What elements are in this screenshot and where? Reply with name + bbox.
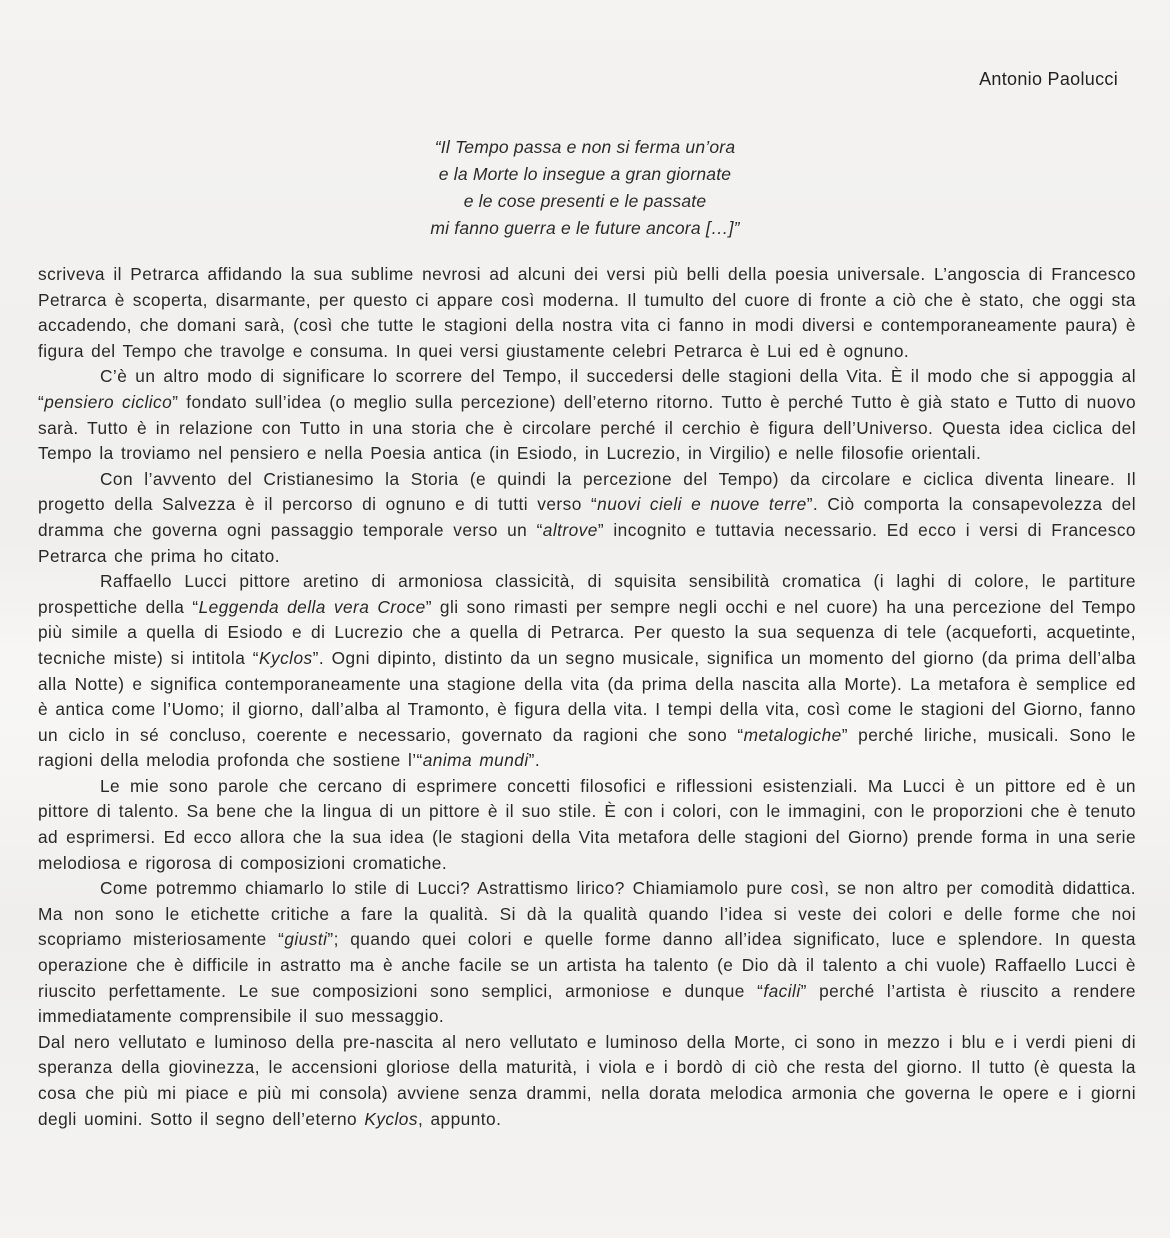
- text-run: Come potremmo chiamarlo lo stile di Lucci? Astrattismo lirico? Chiamiamolo pure così, se non altro per comodità didattica. Ma non sono le etichette critiche a fare la qualità. Si dà la qualità quando l’idea si veste dei colori e delle forme che noi scopriamo misteriosamente “: [38, 878, 1136, 950]
- text-run: Raffaello Lucci pittore aretino di armoniosa classicità, di squisita sensibilità cromatica (i laghi di colore, le partiture prospettiche della “: [38, 571, 1136, 617]
- text-run: ” perché liriche, musicali. Sono le ragioni della melodia profonda che sostiene l’“: [38, 724, 1136, 771]
- epigraph-quote: [0, 134, 1170, 242]
- text-run: ”. Ogni dipinto, distinto da un segno musicale, significa un momento del giorno (da prima dell’alba alla Notte) e significa contemporaneamente una stagione della vita (da prima della nascita alla Morte). La metafora è semplice ed è antica come l’Uomo; il giorno, dall’alba al Tramonto, è figura della vita. I tempi della vita, così come le stagioni del Giorno, fanno un ciclo in sé concluso, coerente e necessario, governato da ragioni che sono “: [38, 647, 1136, 745]
- emphasized-text: pensiero ciclico: [44, 391, 173, 412]
- text-run: ” perché l’artista è riuscito a rendere immediatamente comprensibile il suo messaggio.: [38, 980, 1136, 1027]
- emphasized-text: Kyclos: [364, 1108, 418, 1129]
- paragraph-5: [38, 774, 1136, 876]
- text-run: scriveva il Petrarca affidando la sua sublime nevrosi ad alcuni dei versi più belli della poesia universale. L’angoscia di Francesco Petrarca è scoperta, disarmante, per questo ci appare così moderna. Il tumulto del cuore di fronte a ciò che è stato, che oggi sta accadendo, che domani sarà, (così che tutte le stagioni della nostra vita ci fanno in modi diversi e contemporaneamente paura) è figura del Tempo che travolge e consuma. In quei versi giustamente celebri Petrarca è Lui ed è ognuno.: [38, 264, 1136, 361]
- text-run: ” gli sono rimasti per sempre negli occhi e nel cuore) ha una percezione del Tempo più simile a quella di Esiodo e di Lucrezio che a quella di Petrarca. Per questo la sua sequenza di tele (acqueforti, acquetinte, tecniche miste) si intitola “: [38, 596, 1136, 668]
- text-run: ”; quando quei colori e quelle forme danno all’idea significato, luce e splendore. In questa operazione che è difficile in astratto ma è anche facile se un artista ha talento (e Dio dà il talento a chi vuole) Raffaello Lucci è riuscito perfettamente. Le sue composizioni sono semplici, armoniose e dunque “: [38, 929, 1136, 1001]
- paragraph-4: [38, 569, 1136, 774]
- paragraph-1: [38, 262, 1136, 364]
- emphasized-text: anima mundi: [422, 750, 529, 771]
- emphasized-text: giusti: [284, 929, 328, 950]
- text-run: Dal nero vellutato e luminoso della pre-nascita al nero vellutato e luminoso della Morte, ci sono in mezzo i blu e i verdi pieni di speranza della giovinezza, le accensioni gloriose della maturità, i viola e i bordò di ciò che resta del giorno. Il tutto (è questa la cosa che più mi piace e più mi consola) avviene senza drammi, nella dorata melodica armonia che governa le opere e i giorni degli uomini. Sotto il segno dell’eterno: [38, 1031, 1136, 1129]
- emphasized-text: facili: [763, 980, 801, 1001]
- author-name: Antonio Paolucci: [979, 69, 1118, 89]
- text-run: ” fondato sull’idea (o meglio sulla percezione) dell’eterno ritorno. Tutto è perché Tutto è già stato e Tutto di nuovo sarà. Tutto è in relazione con Tutto in una storia che è circolare perché il cerchio è figura dell’Universo. Questa idea ciclica del Tempo la troviamo nel pensiero e nella Poesia antica (in Esiodo, in Lucrezio, in Virgilio) e nelle filosofie orientali.: [38, 391, 1137, 464]
- text-run: C’è un altro modo di significare lo scorrere del Tempo, il succedersi delle stagioni della Vita. È il modo che si appoggia al “: [38, 366, 1136, 412]
- emphasized-text: altrove: [542, 519, 598, 540]
- text-run: ”. Ciò comporta la consapevolezza del dramma che governa ogni passaggio temporale verso un “: [38, 494, 1136, 540]
- paragraph-7: [38, 1030, 1136, 1132]
- paragraph-2: [38, 364, 1136, 466]
- emphasized-text: Leggenda della vera Croce: [198, 596, 426, 617]
- quote-line-3: e le cose presenti e le passate: [463, 191, 707, 211]
- quote-line-2: e la Morte lo insegue a gran giornate: [438, 164, 732, 184]
- text-run: ” incognito e tuttavia necessario. Ed ecco i versi di Francesco Petrarca che prima ho citato.: [38, 519, 1136, 566]
- text-run: Con l’avvento del Cristianesimo la Storia (e quindi la percezione del Tempo) da circolare e ciclica diventa lineare. Il progetto della Salvezza è il percorso di ognuno e di tutti verso “: [38, 468, 1136, 515]
- quote-line-1: “Il Tempo passa e non si ferma un’ora: [434, 137, 736, 157]
- paragraph-6: [38, 876, 1136, 1030]
- emphasized-text: nuovi cieli e nuove terre: [597, 494, 807, 515]
- emphasized-text: metalogiche: [743, 724, 842, 745]
- paragraph-3: [38, 467, 1136, 569]
- quote-line-4: mi fanno guerra e le future ancora […]”: [430, 218, 740, 238]
- emphasized-text: Kyclos: [259, 647, 313, 668]
- text-run: ”.: [528, 750, 541, 771]
- article-body: [0, 262, 1170, 1132]
- text-run: Le mie sono parole che cercano di esprimere concetti filosofici e riflessioni esistenziali. Ma Lucci è un pittore ed è un pittore di talento. Sa bene che la lingua di un pittore è il suo stile. È con i colori, con le immagini, con le proporzioni che è tenuto ad esprimersi. Ed ecco allora che la sua idea (le stagioni della Vita metafora delle stagioni del Giorno) prende forma in una serie melodiosa e rigorosa di composizioni cromatiche.: [38, 775, 1136, 873]
- text-run: , appunto.: [417, 1108, 502, 1129]
